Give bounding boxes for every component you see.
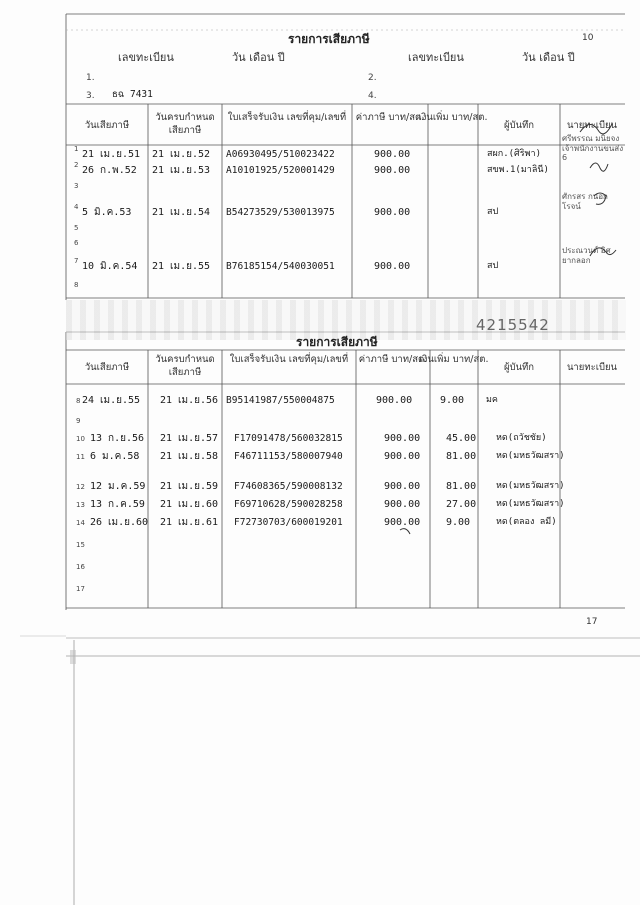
plate-no-2: 2. (368, 73, 377, 83)
paid-date: 21 เม.ย.51 (82, 149, 141, 160)
receipt-number: F69710628/590028258 (234, 499, 343, 510)
plate-value-3: ธฉ 7431 (112, 89, 153, 100)
recorder: หด(ถวัชชัย) (496, 433, 547, 443)
paid-date: 12 ม.ค.59 (90, 481, 146, 492)
due-date: 21 เม.ย.60 (160, 499, 219, 510)
extra-amount: 9.00 (440, 395, 465, 406)
receipt-number: A06930495/510023422 (226, 149, 335, 160)
extra-amount: 27.00 (446, 499, 477, 510)
receipt-number: F46711153/580007940 (234, 451, 343, 462)
recorder: หด(มหธวัฒสรา) (496, 499, 565, 509)
section2-col-header: ใบเสร็จรับเงิน เลขที่คุม/เลขที่ (229, 354, 349, 365)
due-date: 21 เม.ย.53 (152, 165, 211, 176)
section2-col-header: เงินเพิ่ม บาท/สต. (419, 354, 489, 365)
recorder: สผก.(ศิริพา) (487, 149, 542, 159)
paid-date: 10 มิ.ค.54 (82, 261, 138, 272)
row-number: 3 (74, 182, 79, 190)
tax-amount: 900.00 (384, 481, 421, 492)
section1-col-header: ผู้บันทึก (503, 120, 535, 131)
paid-date: 6 ม.ค.58 (90, 451, 140, 462)
reg-header-right: เลขทะเบียน (408, 51, 464, 64)
receipt-number: F17091478/560032815 (234, 433, 343, 444)
extra-amount: 45.00 (446, 433, 477, 444)
plate-no-3: 3. (86, 91, 95, 101)
date-header-left: วัน เดือน ปี (232, 51, 285, 64)
date-header-right: วัน เดือน ปี (522, 51, 575, 64)
plate-no-4: 4. (368, 91, 377, 101)
signature-mark-1 (580, 124, 612, 134)
registrar: ศักรสร กนอกโรจน์ (562, 192, 608, 211)
row-number: 8 (76, 397, 81, 405)
section1-col-header: ค่าภาษี บาท/สต. (355, 112, 425, 123)
section1-col-header: วันเสียภาษี (84, 120, 130, 131)
recorder: มค (486, 395, 498, 405)
recorder: สป (487, 261, 499, 271)
section1-col-header: เงินเพิ่ม บาท/สต. (418, 112, 488, 123)
due-date: 21 เม.ย.56 (160, 395, 219, 406)
section1-col-header: นายทะเบียน (566, 120, 618, 131)
row-number: 17 (76, 585, 85, 593)
tax-amount: 900.00 (384, 499, 421, 510)
receipt-number: B76185154/540030051 (226, 261, 335, 272)
row-number: 4 (74, 203, 79, 211)
due-date: 21 เม.ย.52 (152, 149, 211, 160)
due-date: 21 เม.ย.54 (152, 207, 211, 218)
extra-amount: 9.00 (446, 517, 471, 528)
receipt-number: F74608365/590008132 (234, 481, 343, 492)
page-number-top: 10 (582, 33, 594, 43)
row-number: 12 (76, 483, 85, 491)
row-number: 14 (76, 519, 85, 527)
recorder: สขพ.1(มาลินี) (487, 165, 549, 175)
registrar: ประณวนต์ อิศยากลอก (562, 246, 611, 265)
row-number: 1 (74, 145, 79, 153)
paid-date: 13 ก.ค.59 (90, 499, 145, 510)
section2-col-header: นายทะเบียน (566, 362, 618, 373)
plate-no-1: 1. (86, 73, 95, 83)
section1-col-header: ใบเสร็จรับเงิน เลขที่คุม/เลขที่ (227, 112, 347, 123)
row-number: 8 (74, 281, 79, 289)
recorder: สป (487, 207, 499, 217)
row-number: 9 (76, 417, 81, 425)
recorder: หด(ตลอง ลมี) (496, 517, 557, 527)
paid-date: 26 เม.ย.60 (90, 517, 149, 528)
row-number: 7 (74, 257, 79, 265)
section1-col-header: วันครบกำหนด เสียภาษี (155, 112, 215, 136)
due-date: 21 เม.ย.58 (160, 451, 219, 462)
section2-col-header: วันเสียภาษี (84, 362, 130, 373)
barcode-fragment: 4215542 (476, 316, 550, 334)
registrar: ศรีพรรณ มนิยจง เจ้าพนักงานขนส่ง 6 (562, 134, 624, 163)
receipt-number: F72730703/600019201 (234, 517, 343, 528)
tax-amount: 900.00 (384, 433, 421, 444)
section2-title: รายการเสียภาษี (296, 335, 378, 349)
receipt-number: B54273529/530013975 (226, 207, 335, 218)
due-date: 21 เม.ย.61 (160, 517, 219, 528)
receipt-number: B95141987/550004875 (226, 395, 335, 406)
tax-amount: 900.00 (384, 451, 421, 462)
due-date: 21 เม.ย.59 (160, 481, 219, 492)
extra-amount: 81.00 (446, 451, 477, 462)
row-number: 10 (76, 435, 85, 443)
row-number: 16 (76, 563, 85, 571)
section1-title: รายการเสียภาษี (288, 32, 370, 46)
page-number-bottom: 17 (586, 617, 598, 627)
paid-date: 13 ก.ย.56 (90, 433, 145, 444)
row-number: 11 (76, 453, 85, 461)
tax-amount: 900.00 (374, 149, 411, 160)
tax-amount: 900.00 (374, 261, 411, 272)
receipt-number: A10101925/520001429 (226, 165, 335, 176)
row-number: 5 (74, 224, 79, 232)
tax-amount: 900.00 (374, 207, 411, 218)
due-date: 21 เม.ย.57 (160, 433, 219, 444)
tax-amount: 900.00 (374, 165, 411, 176)
paid-date: 5 มิ.ค.53 (82, 207, 132, 218)
due-date: 21 เม.ย.55 (152, 261, 211, 272)
recorder: หด(มหธวัฒสรา) (496, 481, 565, 491)
reg-header-left: เลขทะเบียน (118, 51, 174, 64)
row-number: 15 (76, 541, 85, 549)
paid-date: 26 ก.พ.52 (82, 165, 137, 176)
section2-col-header: ผู้บันทึก (503, 362, 535, 373)
row-number: 6 (74, 239, 79, 247)
recorder: หด(มหธวัฒสรา) (496, 451, 565, 461)
tax-amount: 900.00 (376, 395, 413, 406)
tax-amount: 900.00 (384, 517, 421, 528)
row-number: 13 (76, 501, 85, 509)
extra-amount: 81.00 (446, 481, 477, 492)
section2-col-header: วันครบกำหนด เสียภาษี (155, 354, 215, 378)
row-number: 2 (74, 161, 79, 169)
section2-col-header: ค่าภาษี บาท/สต. (358, 354, 428, 365)
paid-date: 24 เม.ย.55 (82, 395, 141, 406)
